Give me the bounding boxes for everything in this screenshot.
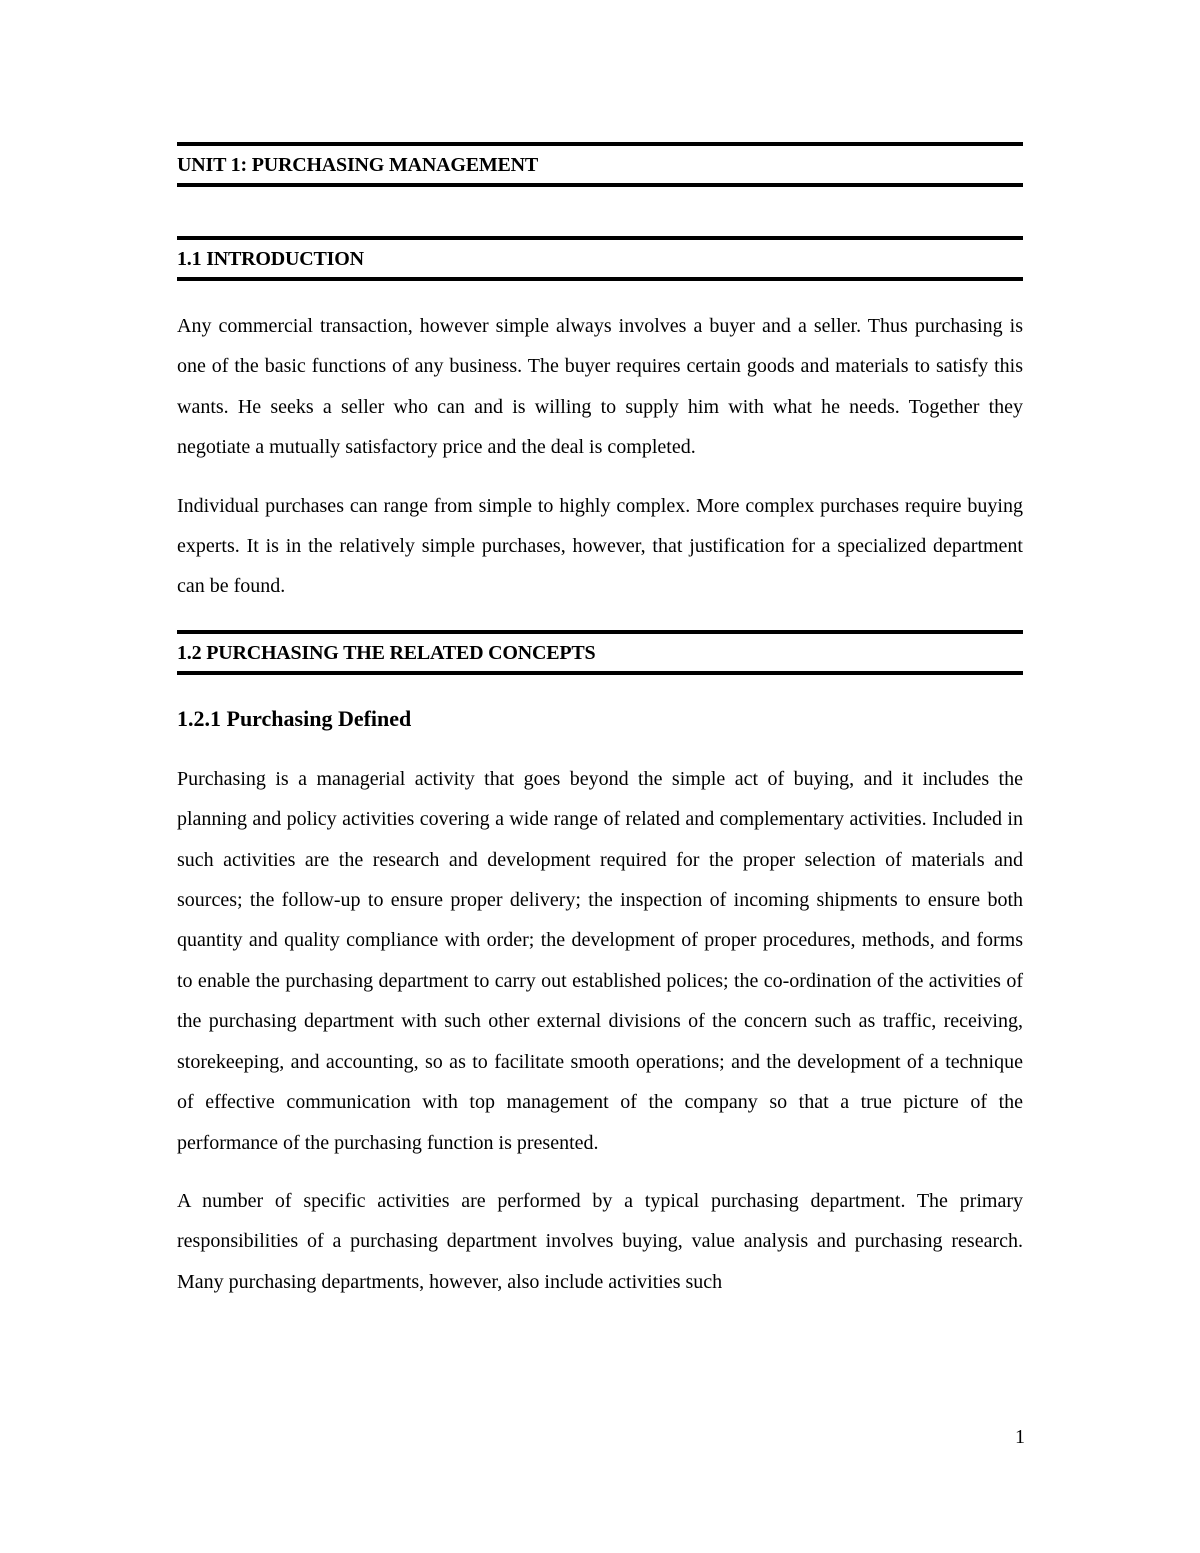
unit-heading: UNIT 1: PURCHASING MANAGEMENT	[177, 142, 1023, 187]
subsection-heading-purchasing-defined: 1.2.1 Purchasing Defined	[177, 705, 412, 731]
definition-paragraph-2: A number of specific activities are performed by a typical purchasing department. The primary responsibilities of a purchasing department involves buying, value analysis and purchasing research. Many purchasing departments, however, also include activities such	[177, 1189, 1023, 1293]
definition-paragraph-1: Purchasing is a managerial activity that goes beyond the simple act of buying, and it includes the planning and policy activities covering a wide range of related and complementary activities. Included in such activities are the research and development required for the proper selection of materials and sources; the follow-up to ensure proper delivery; the inspection of incoming shipments to ensure both quantity and quality compliance with order; the development of proper procedures, methods, and forms to enable the purchasing department to carry out established polices; the co-ordination of the activities of the purchasing department with such other external divisions of the concern such as traffic, receiving, storekeeping, and accounting, so as to facilitate smooth operations; and the development of a technique of effective communication with top management of the company so that a true picture of the performance of the purchasing function is presented.	[177, 767, 1023, 1154]
section-heading-introduction: 1.1 INTRODUCTION	[177, 236, 1023, 281]
intro-paragraph-1: Any commercial transaction, however simple always involves a buyer and a seller. Thus purchasing is one of the basic functions of any business. The buyer requires certain goods and materials to satisfy this wants. He seeks a seller who can and is willing to supply him with what he needs. Together they negotiate a mutually satisfactory price and the deal is completed.	[177, 315, 1023, 459]
section-heading-related-concepts: 1.2 PURCHASING THE RELATED CONCEPTS	[177, 630, 1023, 675]
page-content	[177, 142, 1023, 1302]
intro-paragraph-2: Individual purchases can range from simple to highly complex. More complex purchases require buying experts. It is in the relatively simple purchases, however, that justification for a specialized department can be found.	[177, 494, 1023, 598]
page-number: 1	[1015, 1426, 1025, 1448]
